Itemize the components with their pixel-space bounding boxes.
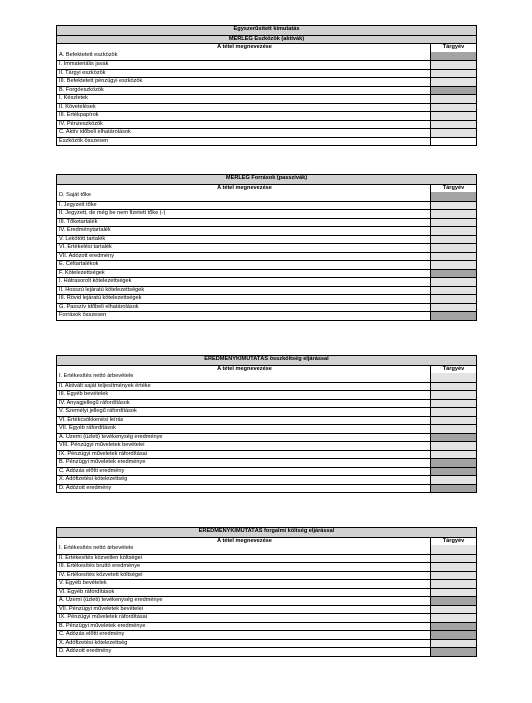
value-cell[interactable]	[431, 52, 476, 61]
column-header-item: A tétel megnevezése	[57, 366, 431, 374]
value-cell[interactable]	[431, 580, 476, 588]
row-label: B. Forgóeszközök	[57, 87, 431, 95]
table-row	[57, 277, 476, 286]
value-cell[interactable]	[431, 95, 476, 103]
value-cell[interactable]	[431, 138, 476, 146]
income-statement-total-cost-table	[56, 355, 477, 493]
table-row	[57, 588, 476, 597]
row-label: X. Adófizetési kötelezettség	[57, 476, 431, 484]
value-cell[interactable]	[431, 104, 476, 112]
column-header-year: Tárgyév	[431, 185, 476, 193]
row-label: VII. Egyéb ráfordítások	[57, 425, 431, 433]
table-title-row	[57, 528, 476, 537]
value-cell[interactable]	[431, 451, 476, 459]
table-row	[57, 441, 476, 450]
value-cell[interactable]	[431, 623, 476, 631]
value-cell[interactable]	[431, 545, 476, 554]
row-label: C. Adózás előtti eredmény	[57, 631, 431, 639]
row-label: B. Pénzügyi műveletek eredménye	[57, 623, 431, 631]
row-label: I. Immateriális javak	[57, 61, 431, 69]
row-label: VII. Adózott eredmény	[57, 253, 431, 261]
income-statement-sales-cost-table	[56, 527, 477, 657]
row-label: II. Aktivált saját teljesítmények értéke	[57, 383, 431, 391]
row-label: A. Befektetett eszközök	[57, 52, 431, 61]
row-label: VI. Egyéb ráfordítások	[57, 589, 431, 597]
table-row	[57, 571, 476, 580]
column-header-year: Tárgyév	[431, 538, 476, 546]
table-row	[57, 235, 476, 244]
value-cell[interactable]	[431, 468, 476, 476]
row-label: E. Céltartalékok	[57, 261, 431, 269]
table-title: Egyszerűsített kimutatás	[233, 26, 300, 32]
table-row	[57, 545, 476, 554]
table-row	[57, 303, 476, 312]
table-row	[57, 111, 476, 120]
value-cell[interactable]	[431, 61, 476, 69]
table-row	[57, 475, 476, 484]
value-cell[interactable]	[431, 270, 476, 278]
value-cell[interactable]	[431, 253, 476, 261]
row-label: II. Tárgyi eszközök	[57, 70, 431, 78]
value-cell[interactable]	[431, 563, 476, 571]
row-label: VII. Pénzügyi műveletek bevételei	[57, 606, 431, 614]
row-label: IV. Eredménytartalék	[57, 227, 431, 235]
value-cell[interactable]	[431, 70, 476, 78]
row-label: G. Passzív időbeli elhatárolások	[57, 304, 431, 312]
table-row	[57, 390, 476, 399]
row-label: Eszközök összesen	[57, 138, 431, 146]
table-row	[57, 382, 476, 391]
row-label: I. Készletek	[57, 95, 431, 103]
row-label: IX. Pénzügyi műveletek ráfordításai	[57, 451, 431, 459]
table-row	[57, 94, 476, 103]
table-row	[57, 562, 476, 571]
table-row	[57, 433, 476, 442]
row-label: III. Rövid lejáratú kötelezettségek	[57, 295, 431, 303]
row-label: II. Jegyzett, de még be nem fizetett tőke (-)	[57, 210, 431, 218]
table-row	[57, 252, 476, 261]
table-row	[57, 484, 476, 493]
table-row	[57, 86, 476, 95]
row-label: V. Egyéb bevételek	[57, 580, 431, 588]
table-row	[57, 69, 476, 78]
row-label: Források összesen	[57, 312, 431, 320]
column-header-year: Tárgyév	[431, 366, 476, 374]
table-title-row	[57, 356, 476, 365]
table-row	[57, 647, 476, 656]
column-header-item: A tétel megnevezése	[57, 44, 431, 52]
table-row	[57, 416, 476, 425]
row-label: I. Értékesítés nettó árbevétele	[57, 545, 431, 554]
row-label: B. Pénzügyi műveletek eredménye	[57, 459, 431, 467]
value-cell[interactable]	[431, 383, 476, 391]
table-title-row	[57, 175, 476, 184]
row-label: II. Értékesítés közvetlen költségei	[57, 555, 431, 563]
row-label: VIII. Pénzügyi műveletek bevételei	[57, 442, 431, 450]
balance-assets-table	[56, 25, 477, 146]
row-label: I. Hátrasorolt kötelezettségek	[57, 278, 431, 286]
value-cell[interactable]	[431, 295, 476, 303]
value-cell[interactable]	[431, 78, 476, 86]
row-label: II. Hosszú lejáratú kötelezettségek	[57, 287, 431, 295]
table-row	[57, 77, 476, 86]
table-title: EREDMÉNYKIMUTATÁS összköltség eljárással	[204, 356, 329, 362]
value-cell[interactable]	[431, 589, 476, 597]
table-row	[57, 243, 476, 252]
table-row	[57, 294, 476, 303]
table-row	[57, 630, 476, 639]
table-row	[57, 209, 476, 218]
column-header-item: A tétel megnevezése	[57, 185, 431, 193]
value-cell[interactable]	[431, 597, 476, 605]
table-row	[57, 407, 476, 416]
table-row	[57, 286, 476, 295]
table-row	[57, 596, 476, 605]
row-label: VI. Értékcsökkenési leírás	[57, 417, 431, 425]
row-label: D. Saját tőke	[57, 192, 431, 201]
value-cell[interactable]	[431, 219, 476, 227]
table-row	[57, 622, 476, 631]
column-header-row	[57, 43, 476, 52]
value-cell[interactable]	[431, 112, 476, 120]
column-header-row	[57, 184, 476, 193]
table-title: MÉRLEG Eszközök (aktívák)	[228, 35, 305, 42]
value-cell[interactable]	[431, 278, 476, 286]
value-cell[interactable]	[431, 87, 476, 95]
row-label: C. Adózás előtti eredmény	[57, 468, 431, 476]
table-row	[57, 226, 476, 235]
value-cell[interactable]	[431, 417, 476, 425]
value-cell[interactable]	[431, 391, 476, 399]
row-label: IV. Értékesítés közvetett költségei	[57, 572, 431, 580]
table-row	[57, 579, 476, 588]
row-label: IV. Anyagjellegű ráfordítások	[57, 400, 431, 408]
value-cell[interactable]	[431, 192, 476, 201]
row-label: III. Tőketartalék	[57, 219, 431, 227]
value-cell[interactable]	[431, 129, 476, 137]
row-label: C. Aktív időbeli elhatárolások	[57, 129, 431, 137]
table-row	[57, 424, 476, 433]
row-label: VI. Értékelési tartalék	[57, 244, 431, 252]
row-label: III. Egyéb bevételek	[57, 391, 431, 399]
table-row	[57, 450, 476, 459]
value-cell[interactable]	[431, 121, 476, 129]
table-row	[57, 639, 476, 648]
table-row	[57, 137, 476, 146]
table-row	[57, 52, 476, 61]
value-cell[interactable]	[431, 614, 476, 622]
row-label: D. Adózott eredmény	[57, 485, 431, 493]
row-label: A. Üzemi (üzleti) tevékenység eredménye	[57, 434, 431, 442]
column-header-row	[57, 365, 476, 374]
value-cell[interactable]	[431, 640, 476, 648]
table-title: EREDMÉNYKIMUTATÁS forgalmi költség eljárással	[198, 528, 335, 534]
value-cell[interactable]	[431, 425, 476, 433]
table-row	[57, 605, 476, 614]
table-row	[57, 260, 476, 269]
table-row	[57, 269, 476, 278]
table-row	[57, 373, 476, 382]
table-row	[57, 128, 476, 137]
table-row	[57, 399, 476, 408]
value-cell[interactable]	[431, 572, 476, 580]
value-cell[interactable]	[431, 304, 476, 312]
table-row	[57, 613, 476, 622]
table-title-row	[57, 26, 476, 35]
table-title-row	[57, 35, 476, 44]
value-cell[interactable]	[431, 631, 476, 639]
row-label: III. Értékesítés bruttó eredménye	[57, 563, 431, 571]
value-cell[interactable]	[431, 459, 476, 467]
row-label: D. Adózott eredmény	[57, 648, 431, 656]
table-row	[57, 192, 476, 201]
value-cell[interactable]	[431, 202, 476, 210]
table-row	[57, 201, 476, 210]
row-label: III. Értékpapírok	[57, 112, 431, 120]
row-label: V. Lekötött tartalék	[57, 236, 431, 244]
table-row	[57, 467, 476, 476]
balance-liabilities-table	[56, 174, 477, 321]
table-row	[57, 60, 476, 69]
row-label: X. Adófizetési kötelezettség	[57, 640, 431, 648]
row-label: IV. Pénzeszközök	[57, 121, 431, 129]
value-cell[interactable]	[431, 373, 476, 382]
value-cell[interactable]	[431, 476, 476, 484]
value-cell[interactable]	[431, 485, 476, 493]
value-cell[interactable]	[431, 210, 476, 218]
row-label: I. Jegyzett tőke	[57, 202, 431, 210]
value-cell[interactable]	[431, 555, 476, 563]
table-row	[57, 103, 476, 112]
value-cell[interactable]	[431, 400, 476, 408]
value-cell[interactable]	[431, 606, 476, 614]
table-row	[57, 120, 476, 129]
value-cell[interactable]	[431, 434, 476, 442]
value-cell[interactable]	[431, 236, 476, 244]
table-row	[57, 554, 476, 563]
value-cell[interactable]	[431, 648, 476, 656]
value-cell[interactable]	[431, 442, 476, 450]
column-header-year: Tárgyév	[431, 44, 476, 52]
table-row	[57, 311, 476, 320]
column-header-row	[57, 537, 476, 546]
row-label: A. Üzemi (üzleti) tevékenység eredménye	[57, 597, 431, 605]
table-title: MÉRLEG Források (passzívák)	[225, 175, 308, 181]
table-row	[57, 458, 476, 467]
value-cell[interactable]	[431, 261, 476, 269]
column-header-item: A tétel megnevezése	[57, 538, 431, 546]
row-label: II. Követelések	[57, 104, 431, 112]
value-cell[interactable]	[431, 408, 476, 416]
table-row	[57, 218, 476, 227]
value-cell[interactable]	[431, 287, 476, 295]
value-cell[interactable]	[431, 244, 476, 252]
row-label: IX. Pénzügyi műveletek ráfordításai	[57, 614, 431, 622]
row-label: I. Értékesítés nettó árbevétele	[57, 373, 431, 382]
value-cell[interactable]	[431, 227, 476, 235]
row-label: F. Kötelezettségek	[57, 270, 431, 278]
row-label: V. Személyi jellegű ráfordítások	[57, 408, 431, 416]
value-cell[interactable]	[431, 312, 476, 320]
row-label: III. Befektetett pénzügyi eszközök	[57, 78, 431, 86]
